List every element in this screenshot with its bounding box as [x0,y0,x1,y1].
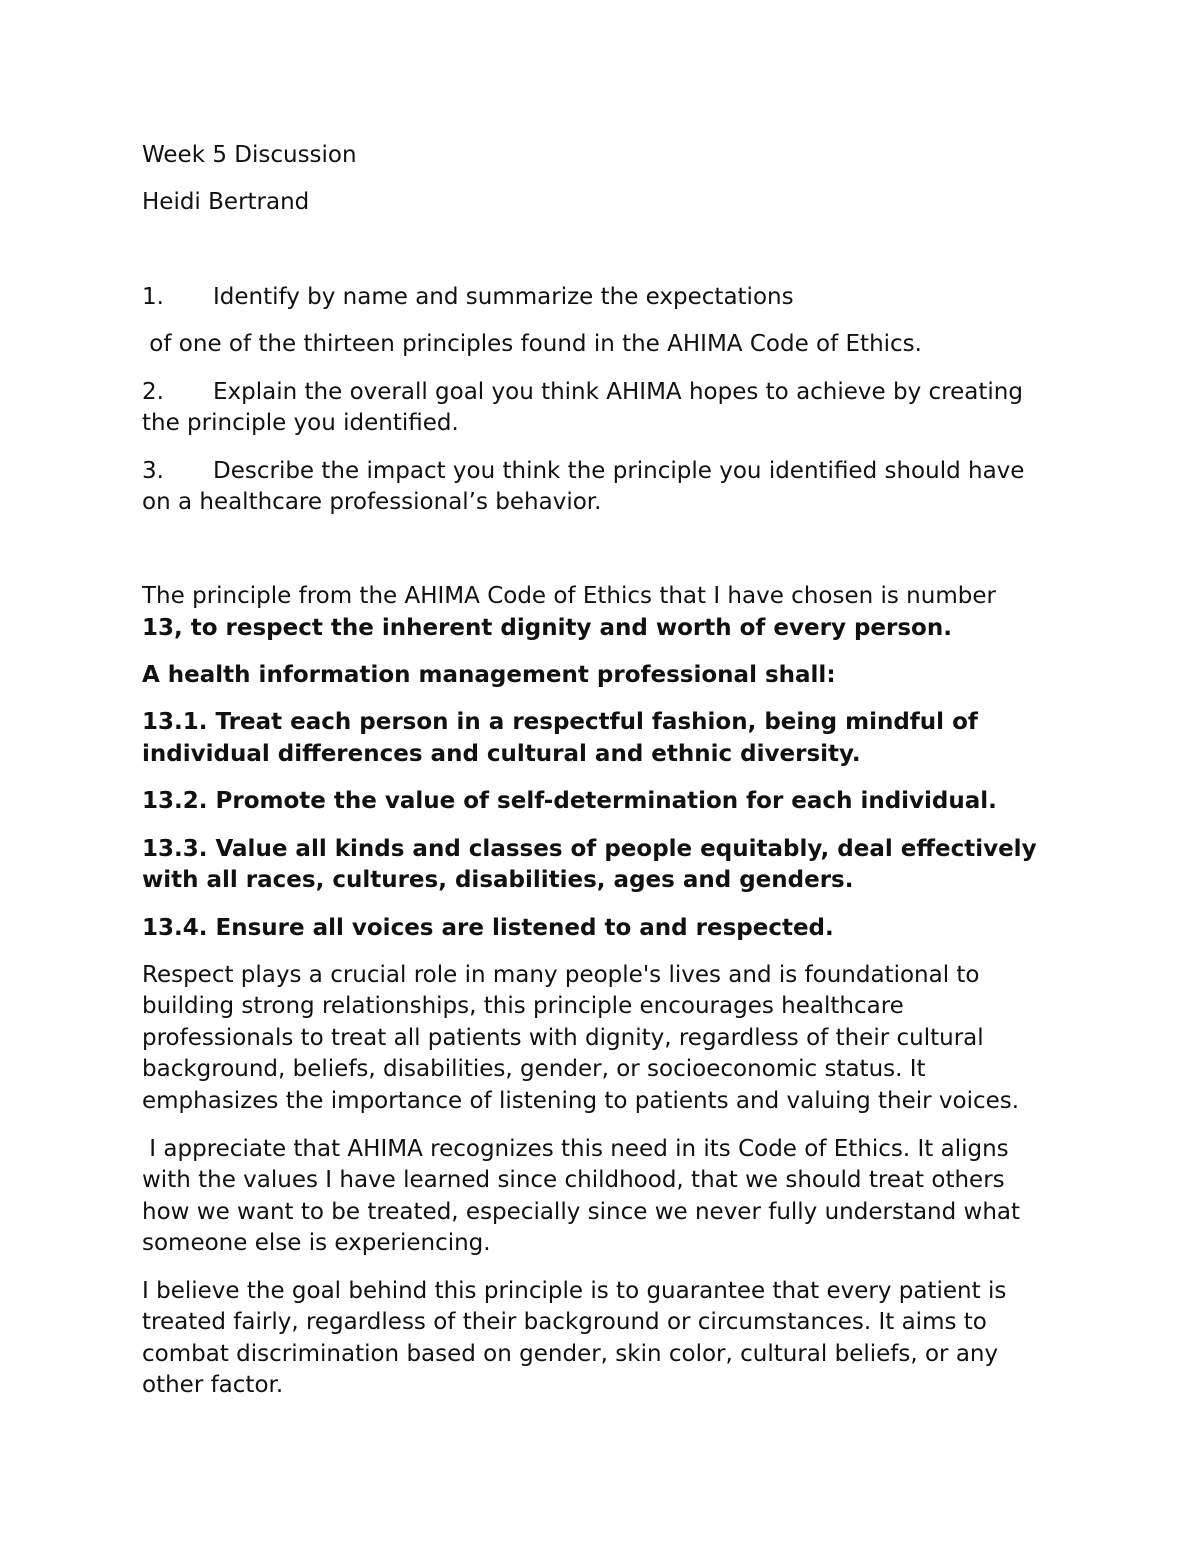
question-number: 3. [142,458,164,484]
question-2-continuation: the principle you identified. [142,410,459,436]
body-paragraph-3-line: treated fairly, regardless of their background or circumstances. It aims to [142,1309,987,1335]
body-paragraph-3-line: I believe the goal behind this principle is to guarantee that every patient is [142,1278,1007,1304]
principle-item-13-2: 13.2. Promote the value of self-determination for each individual. [142,788,997,814]
document-title: Week 5 Discussion [142,142,357,168]
question-text: Describe the impact you think the principle you identified should have [213,458,1025,484]
principle-item-13-4: 13.4. Ensure all voices are listened to and respected. [142,915,834,941]
body-paragraph-1-line: professionals to treat all patients with dignity, regardless of their cultural [142,1025,984,1051]
question-text: Identify by name and summarize the expectations [213,284,794,310]
body-paragraph-2-line: someone else is experiencing. [142,1230,491,1256]
question-1 [142,281,794,313]
body-paragraph-1-line: background, beliefs, disabilities, gender, or socioeconomic status. It [142,1056,926,1082]
body-paragraph-1-line: emphasizes the importance of listening to patients and valuing their voices. [142,1088,1020,1114]
question-number: 2. [142,379,164,405]
question-1-continuation: of one of the thirteen principles found in the AHIMA Code of Ethics. [142,331,922,357]
body-paragraph-3-line: other factor. [142,1372,284,1398]
question-number: 1. [142,284,164,310]
principle-statement: 13, to respect the inherent dignity and worth of every person. [142,615,952,641]
body-paragraph-2-line: I appreciate that AHIMA recognizes this need in its Code of Ethics. It aligns [142,1136,1009,1162]
body-paragraph-2-line: how we want to be treated, especially since we never fully understand what [142,1199,1021,1225]
principle-item-13-3-continuation: with all races, cultures, disabilities, ages and genders. [142,867,854,893]
body-paragraph-1-line: Respect plays a crucial role in many people's lives and is foundational to [142,962,980,988]
author-name: Heidi Bertrand [142,189,310,215]
principle-intro: The principle from the AHIMA Code of Ethics that I have chosen is number [142,583,996,609]
body-paragraph-1-line: building strong relationships, this principle encourages healthcare [142,993,904,1019]
principle-item-13-3: 13.3. Value all kinds and classes of people equitably, deal effectively [142,836,1037,862]
body-paragraph-2-line: with the values I have learned since childhood, that we should treat others [142,1167,1005,1193]
principle-item-13-1: 13.1. Treat each person in a respectful fashion, being mindful of [142,709,978,735]
body-paragraph-3-line: combat discrimination based on gender, skin color, cultural beliefs, or any [142,1341,999,1367]
question-3 [142,455,1024,487]
principle-lead: A health information management professional shall: [142,662,836,688]
principle-item-13-1-continuation: individual differences and cultural and ethnic diversity. [142,741,861,767]
question-3-continuation: on a healthcare professional’s behavior. [142,489,602,515]
question-text: Explain the overall goal you think AHIMA hopes to achieve by creating [213,379,1023,405]
question-2 [142,376,1023,408]
